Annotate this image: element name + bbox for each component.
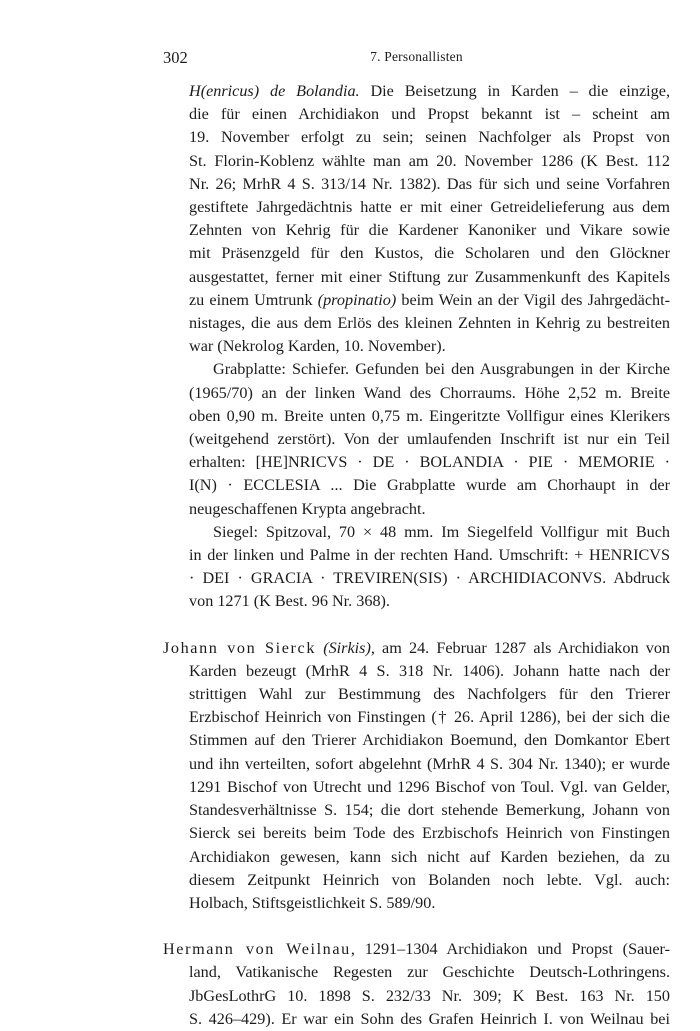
- text-segment: mit Präsenzgeld für den Kustos, die Scholaren und den Glöckner: [189, 244, 670, 263]
- text-segment: , am 24. Februar 1287 als Archidiakon von: [370, 638, 670, 657]
- text-segment: Karden bezeugt (MrhR 4 S. 318 Nr. 1406). Johann hatte nach der: [189, 661, 670, 680]
- text-segment: Holbach, Stiftsgeistlichkeit S. 589/90.: [189, 893, 436, 912]
- text-line: [163, 869, 670, 892]
- text-segment: nistages, die aus dem Erlös des kleinen Zehnten in Kehrig zu bestreiten: [189, 314, 670, 333]
- text-line: [163, 382, 670, 405]
- text-line: [163, 358, 670, 381]
- page-body: [163, 80, 670, 1031]
- text-line: [163, 405, 670, 428]
- entry-johann-von-sierck: [163, 637, 670, 915]
- text-line: [163, 938, 670, 961]
- text-line: [163, 1008, 670, 1031]
- text-segment: Erzbischof Heinrich von Finstingen († 26. April 1286), bei der sich die: [189, 708, 670, 727]
- text-segment: ausgestattet, ferner mit einer Stiftung zur Zusammenkunft des Kapitels: [189, 267, 670, 286]
- italic-text: (Sirkis): [323, 638, 371, 657]
- text-segment: (weitgehend zerstört). Von der umlaufenden Inschrift ist nur ein Teil: [189, 430, 670, 449]
- italic-text: H(enricus) de Bolandia.: [189, 82, 360, 100]
- text-segment: JbGesLothrG 10. 1898 S. 232/33 Nr. 309; K Best. 163 Nr. 150: [189, 986, 670, 1005]
- text-segment: 1291 Bischof von Utrecht und 1296 Bischof von Toul. Vgl. van Gelder,: [189, 777, 670, 796]
- running-title: 7. Personallisten: [370, 49, 463, 64]
- text-line: [163, 173, 670, 196]
- text-line: [163, 590, 670, 613]
- text-line: [163, 822, 670, 845]
- entry-heinrich-von-bolanden: [163, 80, 670, 614]
- text-segment: war (Nekrolog Karden, 10. November).: [189, 337, 446, 356]
- text-segment: und ihn verteilten, sofort abgelehnt (MrhR 4 S. 304 Nr. 1340); er wurde: [189, 754, 670, 773]
- italic-text: (propinatio): [317, 290, 397, 309]
- text-segment: oben 0,90 m. Breite unten 0,75 m. Eingeritzte Vollfigur eines Klerikers: [189, 406, 670, 425]
- text-segment: Standesverhältnisse S. 154; die dort stehende Bemerkung, Johann von: [189, 801, 670, 820]
- text-segment: neugeschaffenen Krypta angebracht.: [189, 499, 426, 518]
- text-segment: in der linken und Palme in der rechten Hand. Umschrift: + HENRICVS: [189, 546, 670, 565]
- page-number: 302: [163, 48, 188, 67]
- text-line: [163, 753, 670, 776]
- text-segment: land, Vatikanische Regesten zur Geschichte Deutsch-Lothringens.: [189, 963, 670, 982]
- text-line: [163, 567, 670, 590]
- text-segment: S. 426–429). Er war ein Sohn des Grafen Heinrich I. von Weilnau bei: [189, 1009, 670, 1028]
- text-segment: 19. November erfolgt zu sein; seinen Nachfolger als Propst von: [189, 128, 670, 147]
- text-line: [163, 706, 670, 729]
- text-segment: strittigen Wahl zur Bestimmung des Nachfolgers für den Trierer: [189, 685, 670, 704]
- text-segment: , 1291–1304 Archidiakon und Propst (Sauer-: [350, 940, 670, 959]
- text-segment: erhalten: [HE]NRICVS · DE · BOLANDIA · PIE · MEMORIE ·: [189, 453, 670, 472]
- text-line: [163, 219, 670, 242]
- text-line: [163, 312, 670, 335]
- page-header: [163, 48, 670, 70]
- text-segment: Nr. 26; MrhR 4 S. 313/14 Nr. 1382). Das für sich und seine Vorfahren: [189, 174, 670, 193]
- text-line: [163, 428, 670, 451]
- text-segment: Stimmen auf den Trierer Archidiakon Boemund, den Domkantor Ebert: [189, 731, 670, 750]
- text-segment: (1965/70) an der linken Wand des Chorraums. Höhe 2,52 m. Breite: [189, 383, 670, 402]
- text-segment: diesem Zeitpunkt Heinrich von Bolanden noch lebte. Vgl. auch:: [189, 870, 670, 889]
- text-segment: Zehnten von Kehrig für die Kardener Kanoniker und Vikare sowie: [189, 221, 670, 240]
- text-line: [163, 498, 670, 521]
- text-segment: Sierck sei bereits beim Tode des Erzbischofs Heinrich von Finstingen: [189, 824, 670, 843]
- text-segment: von 1271 (K Best. 96 Nr. 368).: [189, 592, 390, 611]
- text-segment: St. Florin-Koblenz wählte man am 20. November 1286 (K Best. 112: [189, 151, 670, 170]
- text-segment: gestiftete Jahrgedächtnis hatte er mit einer Getreidelieferung aus dem: [189, 198, 670, 217]
- entry-name: Hermann von Weilnau: [163, 940, 351, 959]
- text-line: [163, 892, 670, 915]
- text-line: [163, 335, 670, 358]
- text-segment: Grabplatte: Schiefer. Gefunden bei den Ausgrabungen in der Kirche: [213, 360, 670, 379]
- text-line: [163, 103, 670, 126]
- text-line: [163, 544, 670, 567]
- text-segment: Siegel: Spitzoval, 70 × 48 mm. Im Siegelfeld Vollfigur mit Buch: [213, 522, 670, 541]
- text-line: [163, 729, 670, 752]
- text-segment: · DEI · GRACIA · TREVIREN(SIS) · ARCHIDIACONVS. Abdruck: [189, 569, 670, 588]
- text-line: [163, 776, 670, 799]
- text-line: [163, 451, 670, 474]
- entry-name: Johann von Sierck: [163, 638, 317, 657]
- text-line: [163, 961, 670, 984]
- text-line: [163, 80, 670, 103]
- text-line: [163, 846, 670, 869]
- text-line: [163, 126, 670, 149]
- text-line: [163, 683, 670, 706]
- text-segment: Archidiakon gewesen, kann sich nicht auf Karden beziehen, da zu: [189, 847, 670, 866]
- entry-hermann-von-weilnau: [163, 938, 670, 1031]
- text-line: [163, 637, 670, 660]
- text-segment: I(N) · ECCLESIA ... Die Grabplatte wurde am Chorhaupt in der: [189, 476, 670, 495]
- text-line: [163, 799, 670, 822]
- text-line: [163, 474, 670, 497]
- text-line: [163, 289, 670, 312]
- text-segment: beim Wein an der Vigil des Jahrgedächt-: [396, 290, 670, 309]
- text-line: [163, 660, 670, 683]
- text-line: [163, 196, 670, 219]
- text-segment: Die Beisetzung in Karden – die einzige,: [359, 82, 670, 100]
- text-segment: die für einen Archidiakon und Propst bekannt ist – scheint am: [189, 105, 670, 124]
- text-line: [163, 150, 670, 173]
- text-segment: zu einem Umtrunk: [189, 290, 318, 309]
- text-line: [163, 985, 670, 1008]
- text-line: [163, 521, 670, 544]
- text-line: [163, 266, 670, 289]
- text-line: [163, 242, 670, 265]
